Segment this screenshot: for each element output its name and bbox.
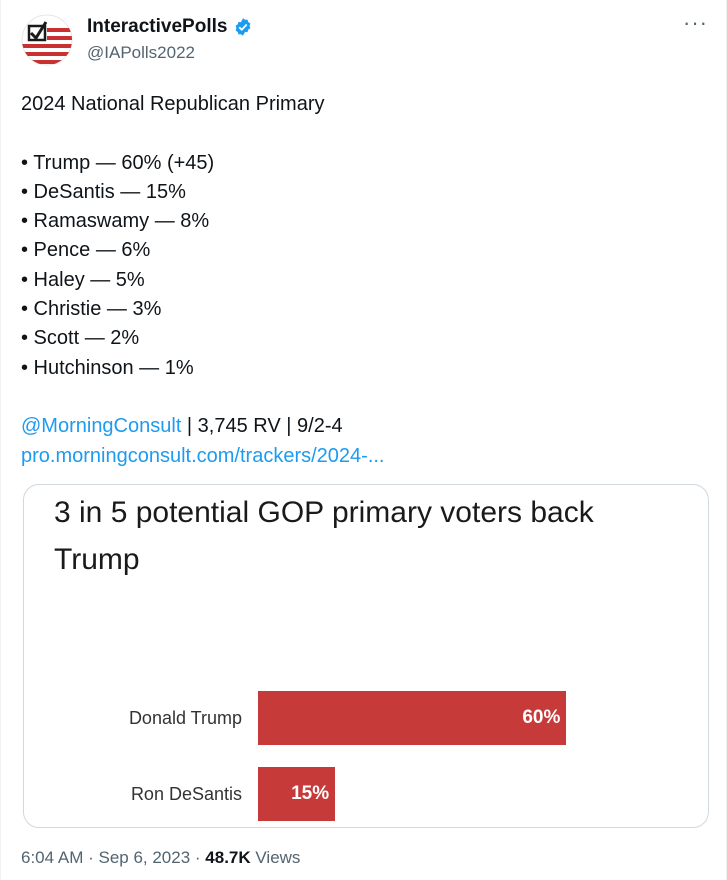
bar-value-label: 60% xyxy=(522,707,561,728)
chart-image-card[interactable] xyxy=(23,484,709,828)
more-options-icon[interactable]: ··· xyxy=(683,10,708,35)
bar-ron-desantis xyxy=(258,767,335,821)
tweet-time[interactable]: 6:04 AM xyxy=(21,848,84,867)
meta-separator: · xyxy=(190,848,206,867)
bullet-item: • Christie — 3% xyxy=(21,298,162,321)
bar-value-label: 15% xyxy=(291,783,330,804)
bar-donald-trump xyxy=(258,691,566,745)
bar-category-label: Ron DeSantis xyxy=(130,784,242,804)
tweet-headline: 2024 National Republican Primary xyxy=(21,93,325,115)
source-details: | 3,745 RV | 9/2-4 xyxy=(181,415,343,438)
tweet-date[interactable]: Sep 6, 2023 xyxy=(98,848,191,867)
tweet-meta xyxy=(21,848,300,868)
chart-title: 3 in 5 potential GOP primary voters back Trump xyxy=(54,496,594,576)
bullet-item: • Pence — 6% xyxy=(21,239,151,262)
bullet-item: • Ramaswamy — 8% xyxy=(21,210,210,233)
source-url-link[interactable]: pro.morningconsult.com/trackers/2024-... xyxy=(21,444,385,467)
author-display-name[interactable]: InteractivePolls xyxy=(87,16,228,37)
meta-separator: · xyxy=(83,848,99,867)
bullet-item: • Trump — 60% (+45) xyxy=(21,151,215,174)
bullet-item: • Hutchinson — 1% xyxy=(21,356,194,379)
source-mention-link[interactable]: @MorningConsult xyxy=(21,415,182,438)
bullet-item: • Scott — 2% xyxy=(21,327,140,350)
author-name-row[interactable] xyxy=(87,16,253,38)
verified-badge-icon xyxy=(233,17,253,37)
interactivepolls-logo-avatar[interactable] xyxy=(21,14,73,66)
bullet-item: • DeSantis — 15% xyxy=(21,180,186,203)
bar-category-label: Donald Trump xyxy=(128,708,242,728)
bullet-item: • Haley — 5% xyxy=(21,268,145,291)
views-label: Views xyxy=(250,848,301,867)
views-count[interactable]: 48.7K xyxy=(205,848,251,867)
tweet-text xyxy=(21,90,701,471)
author-handle[interactable]: @IAPolls2022 xyxy=(87,43,195,62)
source-line xyxy=(21,412,701,441)
